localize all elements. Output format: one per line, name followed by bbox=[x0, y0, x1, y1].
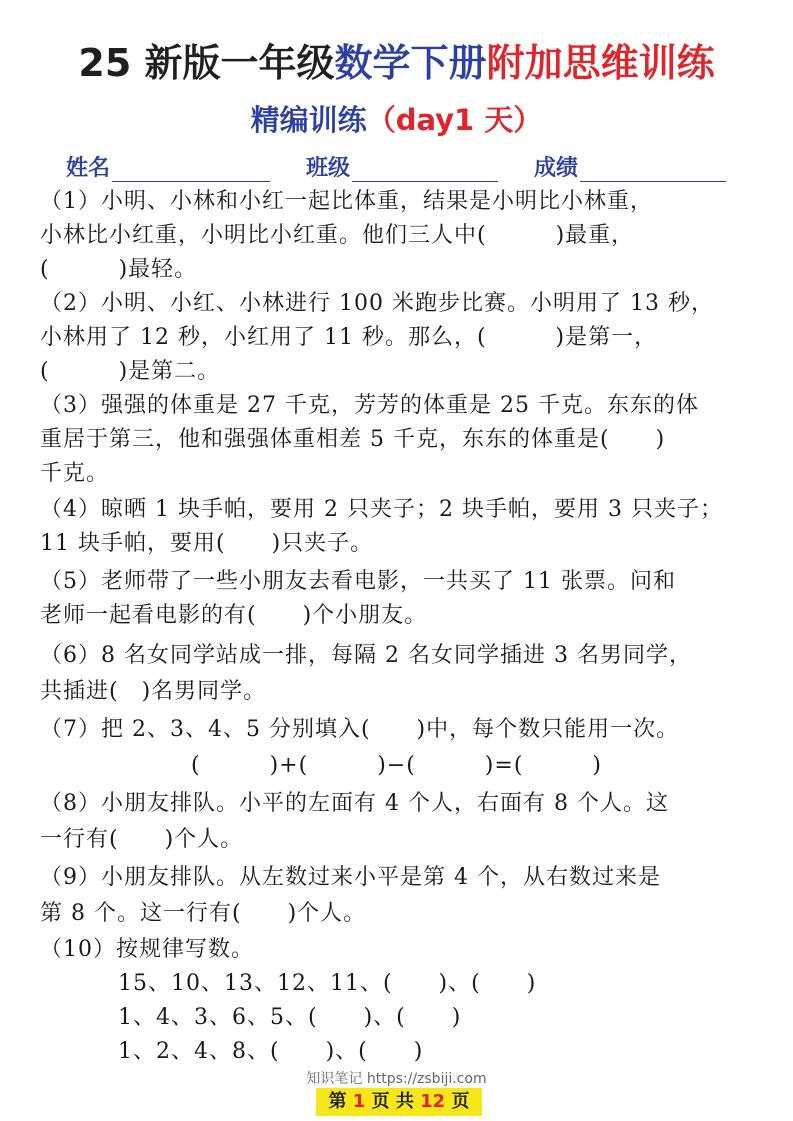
subtitle-day: （day1 天） bbox=[366, 103, 543, 137]
page-title bbox=[0, 38, 793, 88]
problem-line: 共插进( )名男同学。 bbox=[40, 679, 267, 704]
page-subtitle bbox=[0, 100, 793, 140]
problem-line: 重居于第三，他和强强体重相差 5 千克，东东的体重是( ) bbox=[40, 427, 666, 452]
problem-line: （7）把 2、3、4、5 分别填入( )中，每个数只能用一次。 bbox=[40, 717, 680, 742]
problem-line: ( )最轻。 bbox=[40, 257, 198, 282]
problem-line: （3）强强的体重是 27 千克，芳芳的体重是 25 千克。东东的体 bbox=[40, 393, 699, 418]
page-suffix: 页 bbox=[445, 1091, 470, 1112]
source-url: 知识笔记 https://zsbiji.com bbox=[306, 1071, 487, 1087]
problem-line: 老师一起看电影的有( )个小朋友。 bbox=[40, 603, 428, 628]
sequence-line: 15、10、13、12、11、( )、( ) bbox=[118, 971, 537, 996]
title-part-grade: 25 新版一年级 bbox=[78, 41, 335, 85]
title-part-training: 附加思维训练 bbox=[486, 41, 715, 85]
page-number-badge bbox=[316, 1088, 482, 1116]
problem-line: （5）老师带了一些小朋友去看电影，一共买了 11 张票。问和 bbox=[40, 569, 676, 594]
score-blank[interactable] bbox=[580, 155, 726, 182]
class-label: 班级 bbox=[306, 156, 351, 181]
name-blank[interactable] bbox=[112, 155, 270, 182]
current-page: 1 bbox=[352, 1091, 366, 1112]
problem-line: ( )是第二。 bbox=[40, 359, 221, 384]
problem-line: （2）小明、小红、小林进行 100 米跑步比赛。小明用了 13 秒， bbox=[40, 291, 714, 316]
problem-line: （4）晾晒 1 块手帕，要用 2 只夹子；2 块手帕，要用 3 只夹子； bbox=[40, 497, 723, 522]
problem-line: （9）小朋友排队。从左数过来小平是第 4 个，从右数过来是 bbox=[40, 865, 661, 890]
problem-line: （1）小明、小林和小红一起比体重，结果是小明比小林重， bbox=[40, 189, 653, 214]
problem-line: 一行有( )个人。 bbox=[40, 827, 244, 852]
problem-line: 第 8 个。这一行有( )个人。 bbox=[40, 901, 367, 926]
problem-line: （8）小朋友排队。小平的左面有 4 个人，右面有 8 个人。这 bbox=[40, 791, 669, 816]
problem-line: （6）8 名女同学站成一排，每隔 2 名女同学插进 3 名男同学， bbox=[40, 643, 692, 668]
name-label: 姓名 bbox=[66, 156, 111, 181]
page-prefix: 第 bbox=[328, 1091, 353, 1112]
title-part-subject: 数学下册 bbox=[334, 41, 487, 85]
total-pages: 12 bbox=[420, 1091, 446, 1112]
problem-line: 千克。 bbox=[40, 461, 110, 486]
name-field[interactable] bbox=[66, 148, 270, 182]
score-field[interactable] bbox=[534, 148, 726, 182]
problem-line: （10）按规律写数。 bbox=[40, 937, 254, 962]
score-label: 成绩 bbox=[534, 156, 579, 181]
page-mid: 页 共 bbox=[365, 1091, 421, 1112]
problem-line: 小林用了 12 秒，小红用了 11 秒。那么，( )是第一， bbox=[40, 325, 658, 350]
problem-line: 小林比小红重，小明比小红重。他们三人中( )最重， bbox=[40, 223, 635, 248]
sequence-line: 1、2、4、8、( )、( ) bbox=[118, 1039, 424, 1064]
problem-line: 11 块手帕，要用( )只夹子。 bbox=[40, 531, 374, 556]
class-field[interactable] bbox=[306, 148, 498, 182]
equation-line: ( )+( )−( )=( ) bbox=[191, 753, 602, 778]
sequence-line: 1、4、3、6、5、( )、( ) bbox=[118, 1005, 462, 1030]
subtitle-main: 精编训练 bbox=[250, 103, 367, 137]
class-blank[interactable] bbox=[352, 155, 498, 182]
